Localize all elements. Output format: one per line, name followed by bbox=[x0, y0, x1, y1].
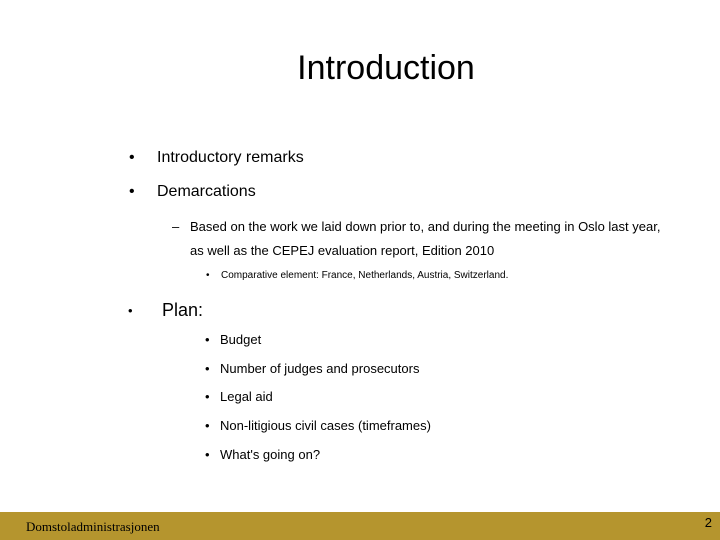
slide-title: Introduction bbox=[297, 49, 475, 87]
bullet-comparative: Comparative element: France, Netherlands, Austria, Switzerland. bbox=[221, 270, 509, 281]
page-number: 2 bbox=[704, 515, 712, 530]
footer-bar bbox=[0, 512, 720, 540]
plan-item-budget: Budget bbox=[220, 332, 262, 347]
plan-item-whats-going-on: What's going on? bbox=[220, 447, 321, 462]
bullet-based-on-line1: Based on the work we laid down prior to, and during the meeting in Oslo last year, bbox=[190, 219, 661, 234]
bullet-marker: • bbox=[205, 389, 210, 404]
plan-item-non-litigious: Non-litigious civil cases (timeframes) bbox=[220, 418, 431, 433]
footer-organization: Domstoladministrasjonen bbox=[26, 519, 160, 534]
bullet-marker: • bbox=[128, 303, 133, 318]
bullet-marker: • bbox=[205, 361, 210, 376]
bullet-marker: • bbox=[205, 332, 210, 347]
bullet-demarcations: Demarcations bbox=[157, 183, 256, 200]
bullet-marker: • bbox=[206, 270, 210, 281]
bullet-intro-remarks: Introductory remarks bbox=[157, 149, 304, 166]
bullet-marker: • bbox=[205, 447, 210, 462]
plan-item-legal-aid: Legal aid bbox=[220, 389, 273, 404]
bullet-marker: • bbox=[129, 183, 135, 200]
dash-marker: – bbox=[172, 219, 180, 234]
bullet-marker: • bbox=[129, 149, 135, 166]
bullet-based-on-line2: as well as the CEPEJ evaluation report, Edition 2010 bbox=[190, 243, 495, 258]
bullet-plan: Plan: bbox=[162, 300, 204, 320]
plan-item-judges: Number of judges and prosecutors bbox=[220, 361, 420, 376]
bullet-marker: • bbox=[205, 418, 210, 433]
